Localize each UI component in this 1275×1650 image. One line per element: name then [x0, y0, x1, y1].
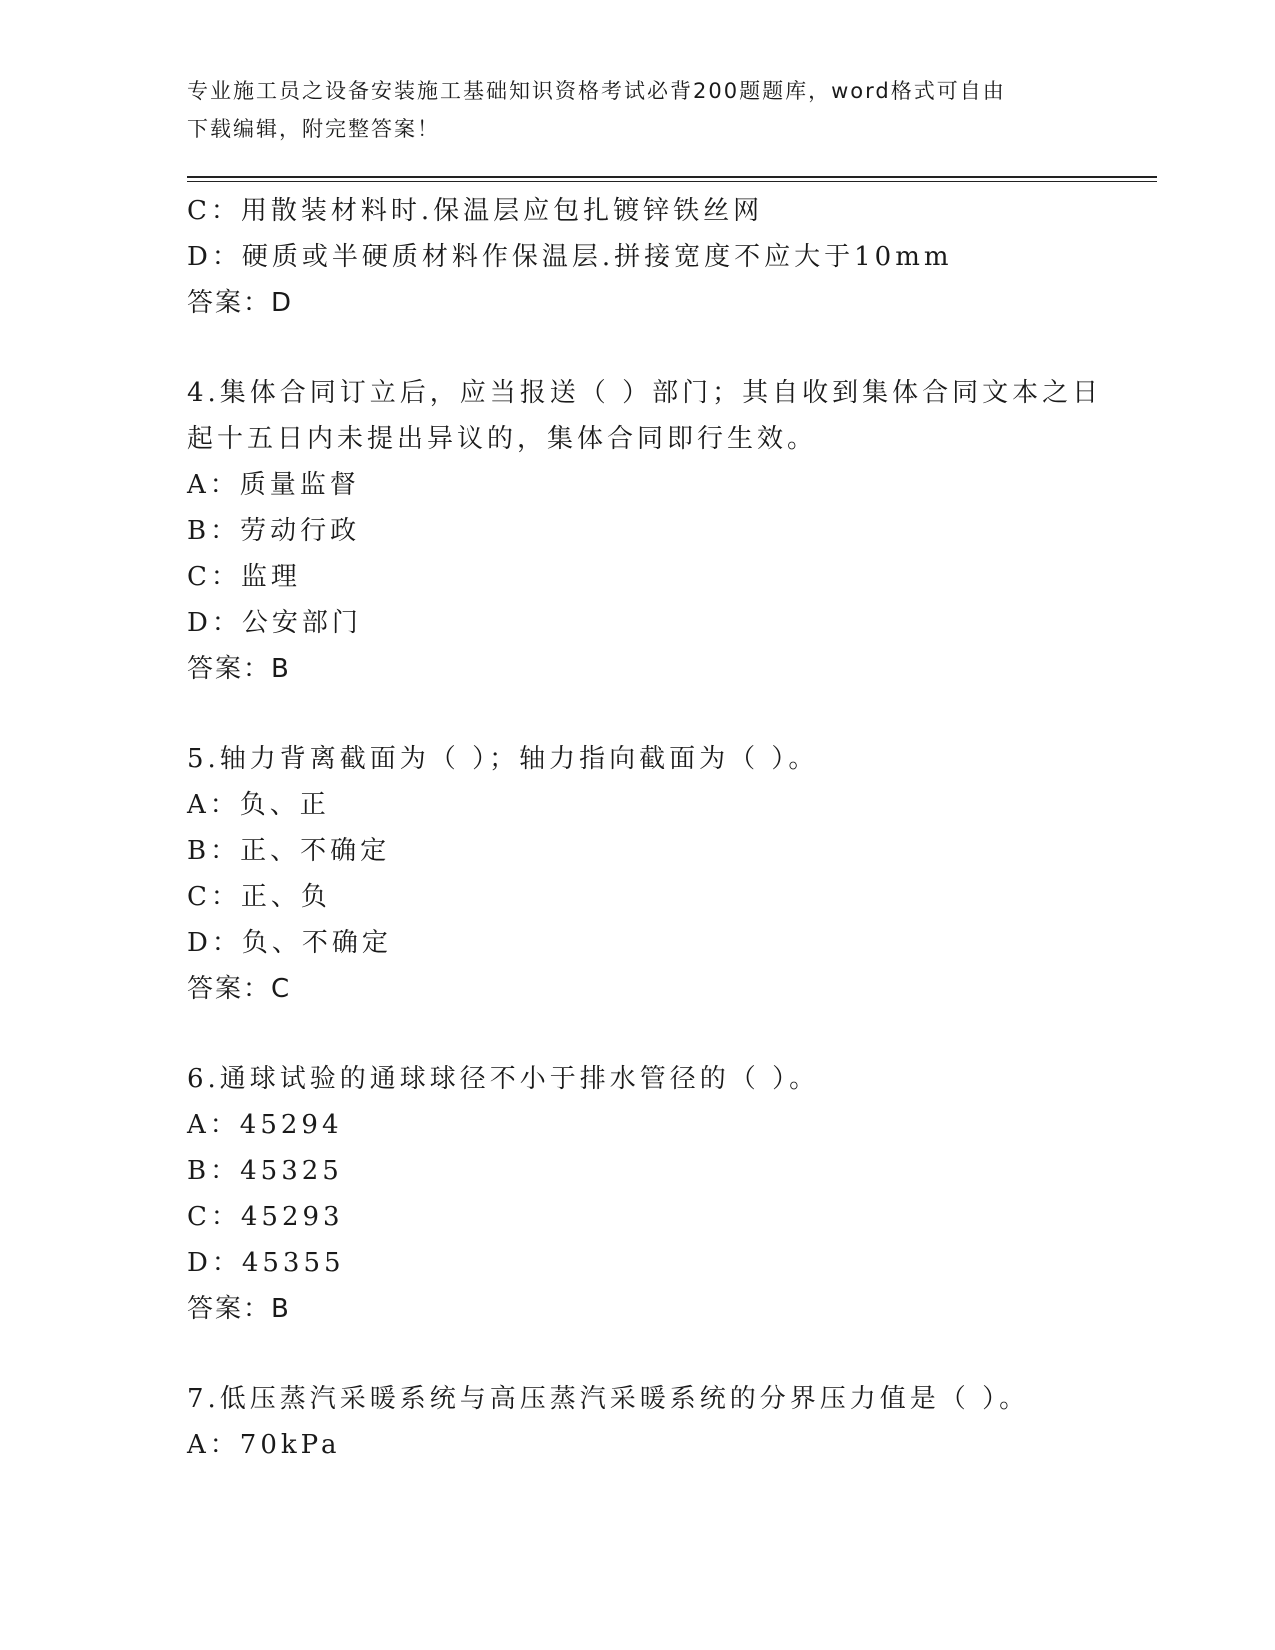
option-c: C：45293	[187, 1202, 344, 1232]
option-d: D：公安部门	[187, 608, 362, 638]
option-c: C：监理	[187, 562, 301, 592]
question-6	[187, 1056, 1147, 1332]
question-stem: 7.低压蒸汽采暖系统与高压蒸汽采暖系统的分界压力值是（ ）。	[187, 1384, 1030, 1414]
question-stem: 4.集体合同订立后，应当报送（ ）部门；其自收到集体合同文本之日	[187, 378, 1103, 408]
option-c: C：用散装材料时.保温层应包扎镀锌铁丝网	[187, 196, 764, 226]
header-line-1: 专业施工员之设备安装施工基础知识资格考试必背200题题库，word格式可自由	[187, 79, 1006, 103]
header-divider	[187, 176, 1157, 182]
question-4	[187, 370, 1147, 692]
question-stem: 5.轴力背离截面为（ ）；轴力指向截面为（ ）。	[187, 744, 819, 774]
answer-line: 答案：D	[187, 288, 294, 318]
question-list	[187, 188, 1147, 1468]
question-stem-continued: 起十五日内未提出异议的，集体合同即行生效。	[187, 424, 818, 454]
option-a: A：45294	[187, 1110, 343, 1140]
header-line-2: 下载编辑，附完整答案！	[187, 117, 440, 141]
option-b: B：正、不确定	[187, 836, 391, 866]
document-header	[187, 72, 1087, 148]
option-a: A：负、正	[187, 790, 330, 820]
option-a: A：70kPa	[187, 1430, 341, 1460]
option-d: D：负、不确定	[187, 928, 392, 958]
question-5	[187, 736, 1147, 1012]
option-d: D：硬质或半硬质材料作保温层.拼接宽度不应大于10mm	[187, 242, 953, 272]
answer-line: 答案：B	[187, 1294, 291, 1324]
option-a: A：质量监督	[187, 470, 360, 500]
option-d: D：45355	[187, 1248, 345, 1278]
option-b: B：劳动行政	[187, 516, 361, 546]
answer-line: 答案：B	[187, 654, 291, 684]
answer-line: 答案：C	[187, 974, 292, 1004]
option-c: C：正、负	[187, 882, 331, 912]
question-3-tail	[187, 188, 1147, 326]
option-b: B：45325	[187, 1156, 343, 1186]
question-7	[187, 1376, 1147, 1468]
question-stem: 6.通球试验的通球球径不小于排水管径的（ ）。	[187, 1064, 820, 1094]
